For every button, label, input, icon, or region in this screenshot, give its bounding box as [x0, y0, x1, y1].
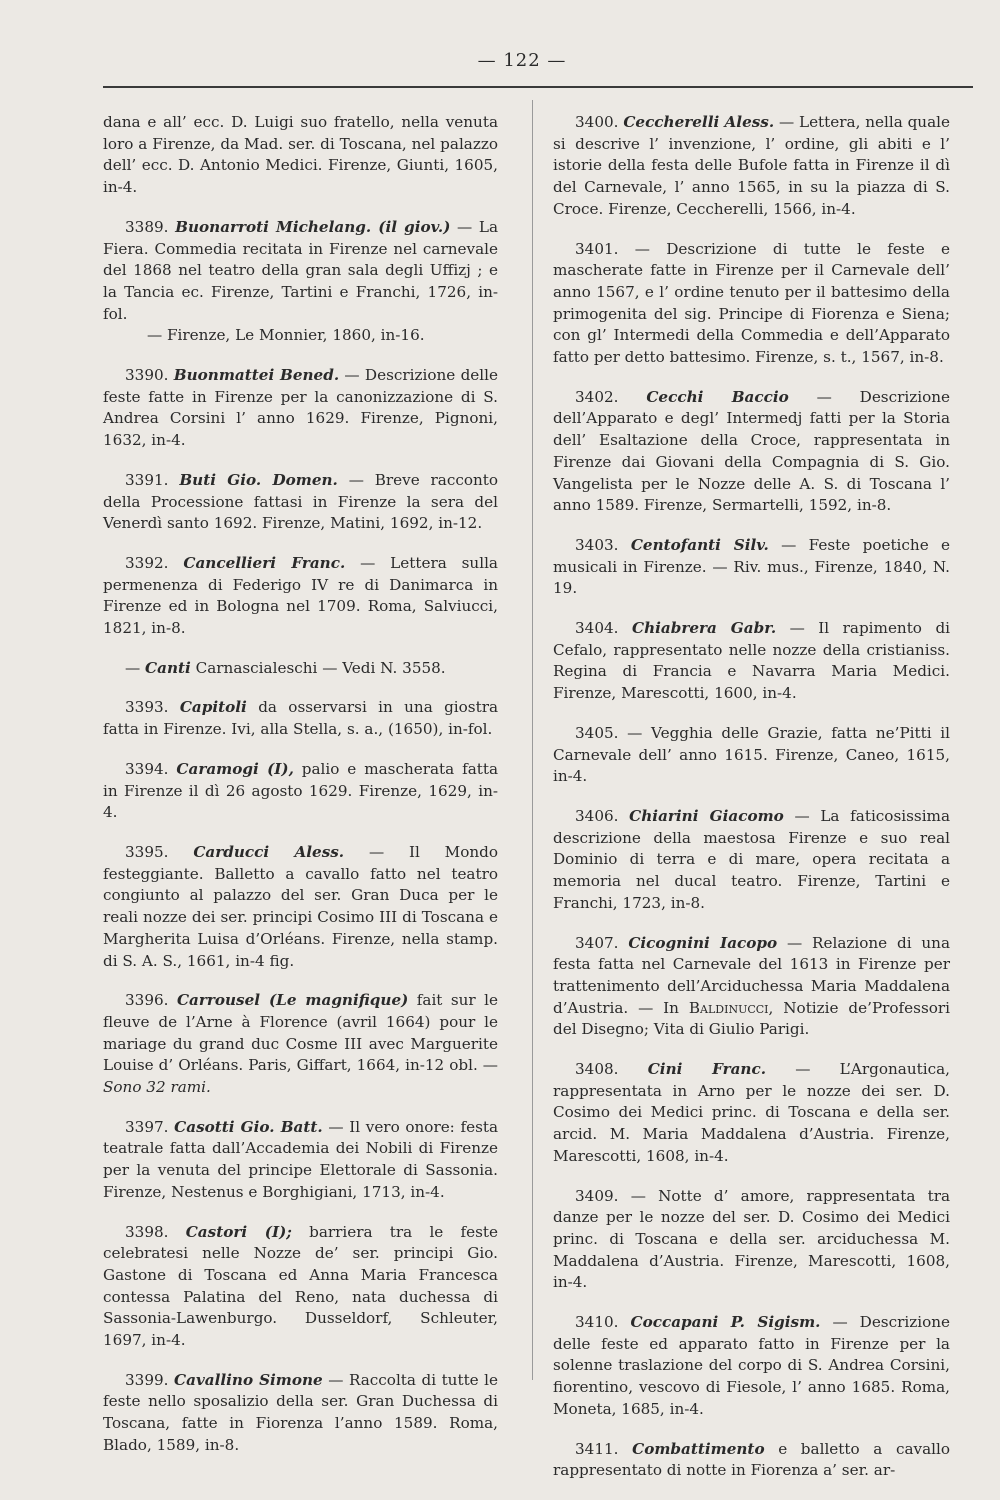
entry-text: Carnascialeschi — Vedi N. 3558.	[195, 658, 446, 677]
entry-author: Centofanti Silv.	[630, 535, 769, 554]
entry-number: 3393.	[125, 698, 169, 717]
entry-text: barriera tra le feste celebratesi nelle Nozze de’ ser. principi Gio. Gastone di Toscana ed Anna Maria Francesca contessa Palatina del Reno, nata duchessa di Sassonia-Lawenburgo. Dusseldorf, Schleuter, 1697, in-4.	[103, 1222, 499, 1350]
entry-author: Combattimento	[632, 1439, 765, 1458]
entry-text: palio e mascherata fatta in Firenze il dì 26 agosto 1629. Firenze, 1629, in-4.	[103, 759, 499, 822]
entry-author: Carducci Aless.	[193, 842, 345, 861]
entry-text: — Feste poetiche e musicali in Firenze. — Riv. mus., Firenze, 1840, N. 19.	[553, 535, 950, 598]
entry-author: Castori (I);	[185, 1222, 292, 1241]
entry-text: — Descrizione delle feste fatte in Firenze per la canonizzazione di S. Andrea Corsini l’ anno 1629. Firenze, Pignoni, 1632, in-4.	[103, 366, 498, 450]
catalog-entry	[553, 1312, 950, 1421]
column-divider	[532, 100, 533, 1380]
entry-text: — Lettera sulla permenenza di Federigo IV re di Danimarca in Firenze ed in Bologna nel 1709. Roma, Salviucci, 1821, in-8.	[103, 553, 498, 638]
catalog-entry	[103, 1222, 498, 1352]
catalog-entry	[553, 806, 950, 915]
entry-text: — Raccolta di tutte le feste nello sposalizio della ser. Gran Duchessa di Toscana, fatte in Fiorenza l’anno 1589. Roma, Blado, 1589, in-8.	[103, 1370, 499, 1454]
entry-text: — La Fiera. Commedia recitata in Firenze nel carnevale del 1868 nel teatro della gran sala degli Uffizj ; e la Tancia ec. Firenze, Tartini e Franchi, 1726, in-fol.	[103, 217, 499, 323]
entry-number: 3391.	[125, 470, 169, 489]
catalog-entry	[553, 1186, 950, 1295]
entry-text: — Il vero onore: festa teatrale fatta dall’Accademia dei Nobili di Firenze per la venuta del principe Elettorale di Sassonia. Firenze, Nestenus e Borghigiani, 1713, in-4.	[103, 1117, 499, 1201]
catalog-entry	[103, 842, 498, 972]
entry-text: — Breve racconto della Processione fattasi in Firenze la sera del Venerdì santo 1692. Firenze, Matini, 1692, in-12.	[103, 470, 499, 533]
header-rule	[103, 86, 973, 88]
catalog-entry	[103, 470, 498, 535]
entry-number: —	[125, 658, 141, 677]
catalog-entry	[553, 387, 950, 517]
entry-author: Chiarini Giacomo	[629, 806, 784, 825]
entry-number: 3408.	[575, 1060, 619, 1079]
entry-text: — Vegghia delle Grazie, fatta ne’Pitti il Carnevale dell’ anno 1615. Firenze, Caneo, 1615, in-4.	[553, 723, 950, 786]
entry-author: Cancellieri Franc.	[183, 553, 346, 572]
entry-author: Chiabrera Gabr.	[631, 619, 777, 638]
entry-number: 3396.	[125, 991, 169, 1010]
entry-number: 3398.	[125, 1222, 169, 1241]
entry-number: 3400.	[575, 113, 619, 131]
entry-number: 3401.	[575, 239, 619, 258]
entry-number: 3395.	[125, 842, 169, 861]
catalog-entry	[553, 933, 950, 1042]
entry-text: — Relazione di una festa fatta nel Carnevale del 1613 in Firenze per trattenimento dell’Arciduchessa Maria Maddalena d’Austria. — In	[553, 933, 951, 1017]
entry-author: Cini Franc.	[647, 1060, 767, 1079]
catalog-entry	[103, 365, 498, 452]
catalog-entry	[553, 1059, 950, 1168]
catalog-entry	[103, 1370, 498, 1457]
left-column	[103, 112, 498, 1475]
entry-text: da osservarsi in una giostra fatta in Firenze. Ivi, alla Stella, s. a., (1650), in-fol.	[103, 698, 499, 739]
catalog-entry	[103, 990, 498, 1099]
entry-author: Cicognini Iacopo	[628, 933, 778, 952]
catalog-entry	[103, 1117, 498, 1204]
entry-author: Buonarroti Michelang. (il giov.)	[175, 217, 451, 236]
catalog-entry	[103, 553, 498, 640]
entry-number: 3406.	[575, 806, 619, 825]
entry-text: — Il Mondo festeggiante. Balletto a cavallo fatto nel teatro congiunto al palazzo del ser. Gran Duca per le reali nozze dei ser. principi Cosimo III di Toscana e Margherita Luisa d’Orléans. Firenze, nella stamp. di S. A. S., 1661, in-4 fig.	[103, 842, 499, 970]
entry-text: dana e all’ ecc. D. Luigi suo fratello, nella venuta loro a Firenze, da Mad. ser. di Toscana, nel palazzo dell’ ecc. D. Antonio Medici. Firenze, Giunti, 1605, in-4.	[103, 113, 498, 197]
entry-author: Caramogi (I),	[176, 759, 294, 778]
catalog-entry	[553, 1439, 950, 1482]
entry-number: 3394.	[125, 759, 169, 778]
catalog-entry	[103, 697, 498, 740]
entry-author: Capitoli	[179, 698, 247, 717]
entry-author: Buonmattei Bened.	[173, 366, 340, 385]
entry-number: 3392.	[125, 553, 169, 572]
entry-text: fait sur le fleuve de l’Arne à Florence (avril 1664) pour le mariage du grand duc Cosme III avec Marguerite Louise d’ Orléans. Paris, Giffart, 1664, in-12 obl. —	[103, 991, 498, 1075]
entry-reference: Baldinucci,	[688, 998, 774, 1017]
catalog-entry	[553, 239, 950, 369]
entry-number: 3390.	[125, 366, 169, 385]
catalog-entry	[103, 112, 498, 199]
catalog-entry	[103, 658, 498, 680]
right-column	[553, 112, 950, 1500]
entry-edition: — Firenze, Le Monnier, 1860, in-16.	[147, 326, 425, 345]
entry-text: — Descrizione dell’Apparato e degl’ Intermedj fatti per la Storia dell’ Esaltazione della Croce, rappresentata in Firenze dai Giovani della Compagnia di S. Gio. Vangelista per le Nozze delle A. S. di Toscana l’ anno 1589. Firenze, Sermartelli, 1592, in-8.	[553, 387, 950, 515]
entry-number: 3399.	[125, 1370, 169, 1389]
entry-author: Carrousel (Le magnifique)	[176, 991, 409, 1010]
entry-number: 3411.	[575, 1439, 619, 1458]
entry-text: — Descrizione di tutte le feste e mascherate fatte in Firenze per il Carnevale dell’ anno 1567, e l’ ordine tenuto per il battesimo della primogenita del sig. Principe di Fiorenza e Siena; con gl’ Intermedi della Commedia e dell’Apparato fatto per detto battesimo. Firenze, s. t., 1567, in-8.	[553, 239, 951, 367]
catalog-entry	[553, 618, 950, 705]
catalog-entry	[553, 723, 950, 788]
page-number: — 122 —	[477, 50, 567, 71]
entry-text: — Lettera, nella quale si descrive l’ invenzione, l’ ordine, gli abiti e l’ istorie della festa delle Bufole fatta in Firenze il dì del Carnevale, l’ anno 1565, in su la piazza di S. Croce. Firenze, Ceccherelli, 1566, in-4.	[553, 113, 950, 218]
entry-number: 3397.	[125, 1117, 169, 1136]
catalog-entry	[553, 112, 950, 221]
entry-author: Coccapani P. Sigism.	[630, 1313, 821, 1332]
entry-text: — La faticosissima descrizione della maestosa Firenze e suo real Dominio di terra e di mare, opera recitata a memoria nel ducal teatro. Firenze, Tartini e Franchi, 1723, in-8.	[553, 806, 951, 912]
entry-number: 3402.	[575, 387, 619, 406]
entry-number: 3389.	[125, 217, 169, 236]
entry-note: Sono 32 rami.	[103, 1078, 211, 1097]
catalog-entry	[103, 759, 498, 824]
entry-author: Casotti Gio. Batt.	[174, 1117, 323, 1136]
entry-number: 3407.	[575, 933, 619, 952]
entry-number: 3410.	[575, 1313, 619, 1332]
entry-text: — Notte d’ amore, rappresentata tra danze per le nozze del ser. D. Cosimo dei Medici princ. di Toscana e della ser. arciduchessa M. Maddalena d’Austria. Firenze, Marescotti, 1608, in-4.	[553, 1186, 951, 1292]
entry-number: 3405.	[575, 723, 619, 742]
entry-text: e balletto a cavallo rappresentato di notte in Fiorenza a’ ser. ar-	[553, 1439, 950, 1480]
entry-text: — L’Argonautica, rappresentata in Arno per le nozze dei ser. D. Cosimo dei Medici princ. di Toscana e della ser. arcid. M. Maria Maddalena d’Austria. Firenze, Marescotti, 1608, in-4.	[553, 1060, 950, 1165]
entry-author: Buti Gio. Domen.	[179, 470, 338, 489]
entry-number: 3403.	[575, 535, 619, 554]
entry-author: Ceccherelli Aless.	[623, 113, 775, 131]
catalog-entry	[553, 535, 950, 600]
entry-number: 3409.	[575, 1186, 619, 1205]
entry-text: — Descrizione delle feste ed apparato fatto in Firenze per la solenne traslazione del corpo di S. Andrea Corsini, fiorentino, vescovo di Fiesole, l’ anno 1685. Roma, Moneta, 1685, in-4.	[553, 1313, 950, 1418]
entry-author: Canti	[145, 658, 191, 677]
entry-text-tail: Notizie de’Professori del Disegno; Vita di Giulio Parigi.	[553, 998, 951, 1039]
entry-number: 3404.	[575, 619, 619, 638]
entry-author: Cavallino Simone	[174, 1370, 323, 1389]
entry-text: — Il rapimento di Cefalo, rappresentato nelle nozze della cristianiss. Regina di Francia e Navarra Maria Medici. Firenze, Marescotti, 1600, in-4.	[553, 619, 951, 703]
catalog-entry	[103, 217, 498, 347]
entry-author: Cecchi Baccio	[646, 387, 789, 406]
